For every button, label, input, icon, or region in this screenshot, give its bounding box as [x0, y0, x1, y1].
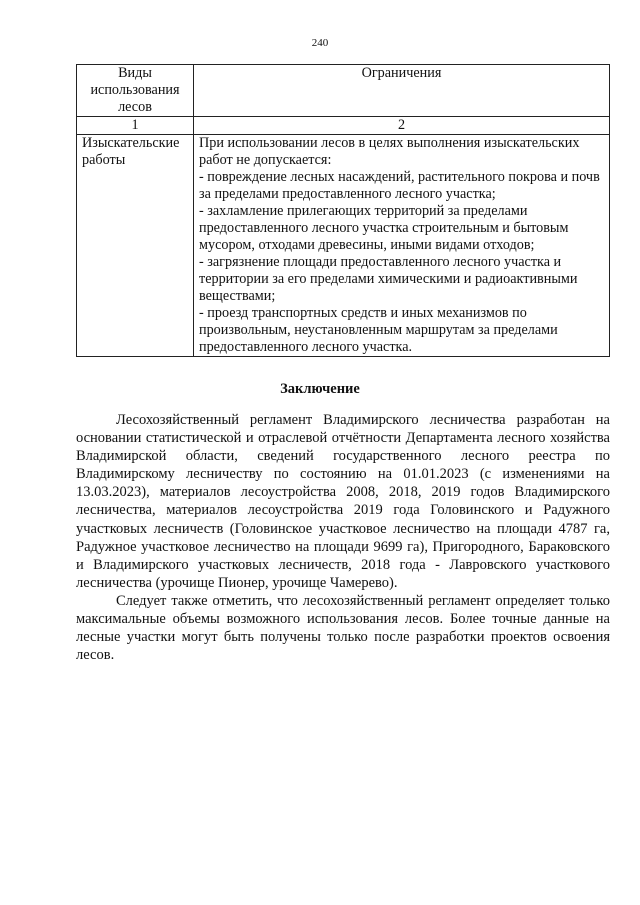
conclusion-paragraph: Лесохозяйственный регламент Владимирского лесничества разработан на основании статистической и отраслевой отчётности Департамента лесного хозяйства Владимирской области, сведений государственного лесного реестра по Владимирскому лесничеству по состоянию на 01.01.2023 (с изменениями на 13.03.2023), материалов лесоустройства 2008, 2018, 2019 годов Владимирского лесничества, материалов лесоустройства 2019 года Головинского и Радужного участковых лесничеств (Головинское участковое лесничество на площади 4787 га, Радужное участковое лесничество на площади 9699 га), Пригородного, Бараковского и Владимирского участковых лесничеств, 2018 года - Лавровского участкового лесничества (урочище Пионер, урочище Чамерево). [76, 412, 610, 591]
restriction-item: - захламление прилегающих территорий за пределами предоставленного лесного участка строительным и бытовым мусором, отходами древесины, иными видами отходов; [199, 203, 569, 253]
header-forest-use-type: Виды использования лесов [77, 65, 194, 117]
table-header-row [77, 65, 610, 117]
restriction-item: - повреждение лесных насаждений, растительного покрова и почв за пределами предоставленного лесного участка; [199, 169, 600, 202]
restrictions-cell [194, 135, 610, 357]
restriction-item: - проезд транспортных средств и иных механизмов по произвольным, неустановленным маршрутам за пределами предоставленного лесного участка. [199, 305, 558, 355]
restrictions-table [76, 64, 610, 357]
header-restrictions: Ограничения [194, 65, 610, 117]
forest-use-type-cell: Изыскательские работы [77, 135, 194, 357]
conclusion-body [76, 411, 610, 664]
column-number-2: 2 [194, 117, 610, 135]
column-number-1: 1 [77, 117, 194, 135]
restriction-item: - загрязнение площади предоставленного лесного участка и территории за его пределами химическими и радиоактивными веществами; [199, 254, 578, 304]
conclusion-title: Заключение [280, 381, 360, 397]
conclusion-paragraph: Следует также отметить, что лесохозяйственный регламент определяет только максимальные объемы возможного использования лесов. Более точные данные на лесные участки могут быть получены только после разработки проектов освоения лесов. [76, 592, 610, 664]
page-number: 240 [311, 37, 329, 49]
column-number-row [77, 117, 610, 135]
restriction-intro: При использовании лесов в целях выполнения изыскательских работ не допускается: [199, 135, 580, 168]
table-row [77, 135, 610, 357]
